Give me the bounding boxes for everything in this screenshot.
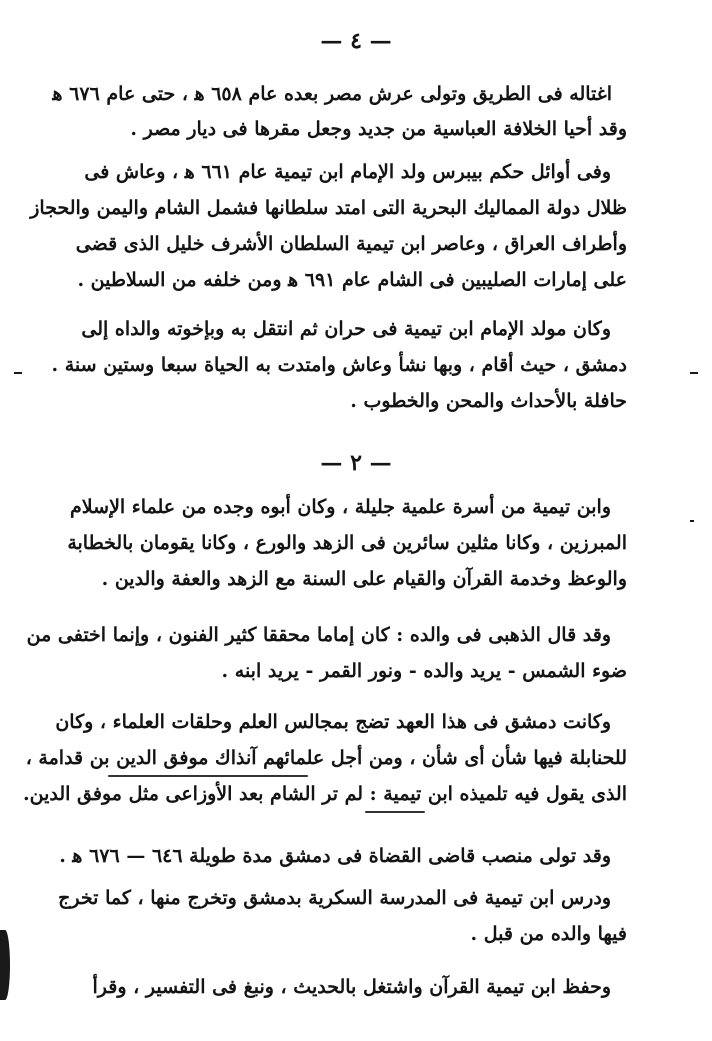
margin-tick-mark [690, 372, 698, 374]
paragraph-1-line-2: وقد أحيا الخلافة العباسية من جديد وجعل مقرها فى ديار مصر . [130, 118, 627, 140]
paragraph-2-line-4: على إمارات الصليبين فى الشام عام ٦٩١ ﻫ ومن خلفه من السلاطين . [77, 269, 627, 291]
paragraph-5-line-1: وقد قال الذهبى فى والده : كان إماما محققا كثير الفنون ، وإنما اختفى من [26, 624, 611, 646]
margin-tick-mark [690, 520, 694, 522]
paragraph-9-line-1: وحفظ ابن تيمية القرآن واشتغل بالحديث ، ونبغ فى التفسير ، وقرأ [92, 976, 611, 998]
scan-edge-blot [0, 930, 10, 1000]
paragraph-3-line-3: حافلة بالأحداث والمحن والخطوب . [350, 390, 627, 412]
paragraph-8-line-1: ودرس ابن تيمية فى المدرسة السكرية بدمشق وتخرج منها ، كما تخرج [58, 887, 611, 909]
paragraph-2-line-3: وأطراف العراق ، وعاصر ابن تيمية السلطان الأشرف خليل الذى قضى [75, 233, 627, 255]
paragraph-6-line-2: للحنابلة فيها شأن أى شأن ، ومن أجل علمائهم آنذاك موفق الدين بن قدامة ، [25, 747, 627, 769]
paragraph-5-line-2: ضوء الشمس - يريد والده - ونور القمر - يريد ابنه . [221, 660, 627, 682]
margin-tick-mark [14, 372, 22, 374]
paragraph-3-line-1: وكان مولد الإمام ابن تيمية فى حران ثم انتقل به وبإخوته والداه إلى [81, 318, 611, 340]
paragraph-7-line-1: وقد تولى منصب قاضى القضاة فى دمشق مدة طويلة ٦٤٦ — ٦٧٦ ﻫ . [59, 845, 611, 867]
paragraph-1-line-1: اغتاله فى الطريق وتولى عرش مصر بعده عام ٦٥٨ ﻫ ، حتى عام ٦٧٦ ﻫ [52, 83, 612, 105]
paragraph-4-line-3: والوعظ وخدمة القرآن والقيام على السنة مع الزهد والعفة والدين . [101, 568, 627, 590]
page-number: — ٤ — [320, 28, 392, 54]
paragraph-4-line-1: وابن تيمية من أسرة علمية جليلة ، وكان أبوه وجده من علماء الإسلام [70, 496, 611, 518]
paragraph-2-line-1: وفى أوائل حكم بيبرس ولد الإمام ابن تيمية عام ٦٦١ ﻫ ، وعاش فى [84, 161, 611, 183]
paragraph-3-line-2: دمشق ، حيث أقام ، وبها نشأ وعاش وامتدت به الحياة سبعا وستين سنة . [51, 354, 627, 376]
section-number: — ٢ — [320, 450, 392, 476]
paragraph-6-line-1: وكانت دمشق فى هذا العهد تضج بمجالس العلم وحلقات العلماء ، وكان [55, 711, 611, 733]
paragraph-6-line-3: الذى يقول فيه تلميذه ابن تيمية : لم تر الشام بعد الأوزاعى مثل موفق الدين. [23, 783, 627, 805]
paragraph-8-line-2: فيها والده من قبل . [470, 923, 627, 945]
paragraph-2-line-2: ظلال دولة المماليك البحرية التى امتد سلطانها فشمل الشام واليمن والحجاز [30, 197, 627, 219]
pen-underline-mark [108, 775, 308, 777]
paragraph-4-line-2: المبرزين ، وكانا مثلين سائرين فى الزهد والورع ، وكانا يقومان بالخطابة [67, 532, 627, 554]
pen-underline-mark [365, 811, 425, 813]
